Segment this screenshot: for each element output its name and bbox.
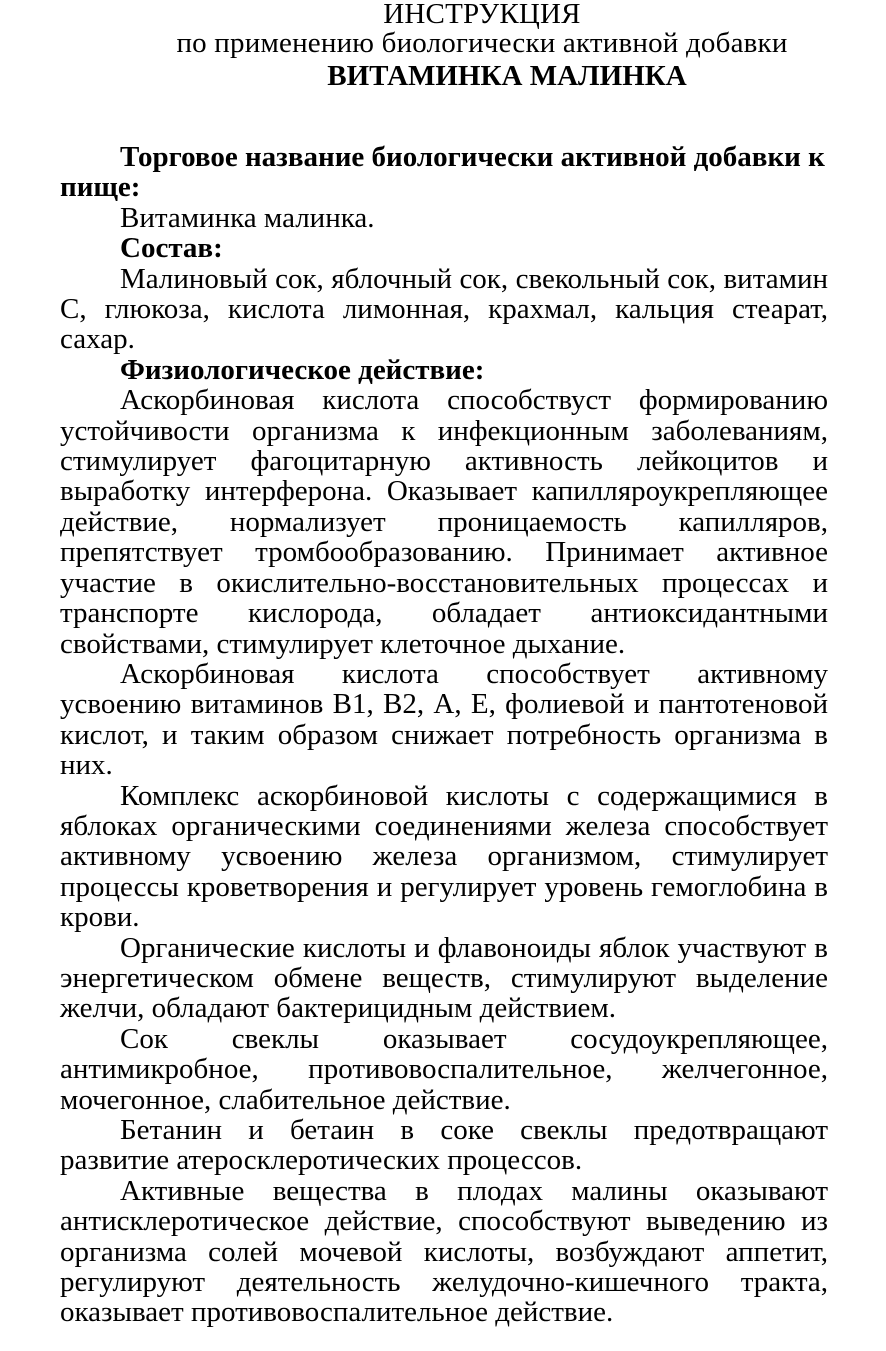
document-body	[60, 142, 828, 1328]
paragraph: Сок свеклы оказывает сосудоукрепляющее, антимикробное, противовоспалительное, желчегонное, мочегонное, слабительное действие.	[60, 1022, 828, 1116]
paragraph: Активные вещества в плодах малины оказывают антисклеротическое действие, способствуют выведению из организма солей мочевой кислоты, возбуждают аппетит, регулируют деятельность желудочно-кишечного тракта, оказывает противовоспалительное действие.	[60, 1174, 828, 1329]
paragraph: Бетанин и бетаин в соке свеклы предотвращают развитие атеросклеротических процессов.	[60, 1114, 828, 1177]
paragraph: Органические кислоты и флавоноиды яблок участвуют в энергетическом обмене веществ, стимулируют выделение желчи, обладают бактерицидным действием.	[60, 931, 828, 1025]
trade-name-value: Витаминка малинка.	[120, 201, 375, 234]
product-name: ВИТАМИНКА МАЛИНКА	[327, 60, 687, 92]
composition-heading: Состав:	[120, 232, 223, 265]
document-header	[98, 0, 866, 94]
physiological-action-heading: Физиологическое действие:	[120, 353, 485, 386]
document-subtitle: по применению биологически активной добавки	[176, 27, 788, 59]
paragraph: Комплекс аскорбиновой кислоты с содержащимися в яблоках органическими соединениями железа способствует активному усвоению железа организмом, стимулирует процессы кроветворения и регулирует уровень гемоглобина в крови.	[60, 779, 828, 934]
paragraph: Аскорбиновая кислота способствуст формированию устойчивости организма к инфекционным заболеваниям, стимулирует фагоцитарную активность лейкоцитов и выработку интерферона. Оказывает капилляроукрепляющее действие, нормализует проницаемость капилляров, препятствует тромбообразованию. Принимает активное участие в окислительно-восстановительных процессах и транспорте кислорода, обладает антиоксидантными свойствами, стимулирует клеточное дыхание.	[60, 384, 828, 660]
trade-name-heading: Торговое название биологически активной добавки к пище:	[60, 141, 825, 204]
paragraph: Аскорбиновая кислота способствует активному усвоению витаминов В1, В2, А, Е, фолиевой и пантотеновой кислот, и таким образом снижает потребность организма в них.	[60, 657, 828, 782]
composition-value: Малиновый сок, яблочный сок, свекольный сок, витамин С, глюкоза, кислота лимонная, крахмал, кальция стеарат, сахар.	[60, 262, 828, 356]
document-title: ИНСТРУКЦИЯ	[383, 0, 581, 30]
document-page	[60, 0, 828, 1328]
